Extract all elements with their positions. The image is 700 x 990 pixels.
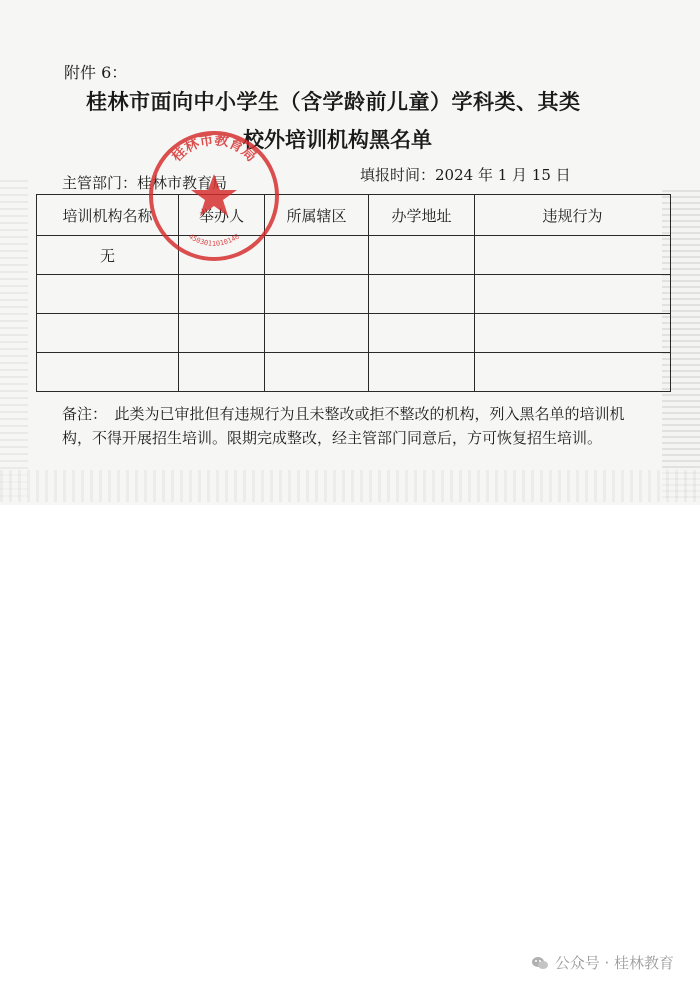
header-district: 所属辖区 bbox=[265, 195, 369, 236]
table-cell bbox=[475, 236, 671, 275]
table-cell bbox=[265, 314, 369, 353]
table-cell bbox=[179, 353, 265, 392]
table-cell bbox=[179, 314, 265, 353]
wechat-official-account-icon bbox=[531, 954, 549, 972]
table-cell bbox=[179, 275, 265, 314]
seal-arc-text: 桂林市教育局 bbox=[168, 132, 260, 166]
table-row bbox=[37, 353, 671, 392]
table-cell bbox=[265, 275, 369, 314]
document-title-line2: 校外培训机构黑名单 bbox=[243, 128, 432, 152]
table-cell bbox=[37, 275, 179, 314]
table-row bbox=[37, 314, 671, 353]
table-header-row bbox=[37, 195, 671, 236]
header-institution-name: 培训机构名称 bbox=[37, 195, 179, 236]
table-cell bbox=[369, 353, 475, 392]
wechat-watermark bbox=[531, 952, 674, 973]
remarks-note: 备注： 此类为已审批但有违规行为且未整改或拒不整改的机构，列入黑名单的培训机构，不得开展招生培训。限期完成整改，经主管部门同意后，方可恢复招生培训。 bbox=[62, 405, 625, 447]
table-cell bbox=[369, 275, 475, 314]
official-seal-stamp bbox=[146, 128, 282, 264]
table-cell bbox=[475, 275, 671, 314]
table-cell bbox=[475, 353, 671, 392]
scan-noise-bottom bbox=[0, 470, 700, 502]
watermark-text: 公众号 · 桂林教育 bbox=[554, 954, 674, 972]
table-cell bbox=[37, 314, 179, 353]
scan-noise-left bbox=[0, 180, 28, 500]
header-address: 办学地址 bbox=[369, 195, 475, 236]
fill-time-label: 填报时间：2024 年 1 月 15 日 bbox=[360, 166, 571, 184]
table-cell bbox=[37, 353, 179, 392]
attachment-label: 附件 6： bbox=[64, 63, 128, 82]
seal-code-text: 4503011010140 bbox=[187, 232, 241, 248]
table-cell bbox=[475, 314, 671, 353]
blacklist-table bbox=[36, 194, 671, 392]
table-row bbox=[37, 275, 671, 314]
table-row bbox=[37, 236, 671, 275]
header-violation: 违规行为 bbox=[475, 195, 671, 236]
table-cell bbox=[369, 236, 475, 275]
table-cell bbox=[265, 353, 369, 392]
document-title-line1: 桂林市面向中小学生（含学龄前儿童）学科类、其类 bbox=[86, 90, 581, 114]
table-cell bbox=[369, 314, 475, 353]
header-organizer: 举办人 bbox=[179, 195, 265, 236]
star-icon bbox=[191, 174, 237, 216]
table-cell: 无 bbox=[37, 236, 179, 275]
department-label: 主管部门：桂林市教育局 bbox=[62, 174, 228, 192]
